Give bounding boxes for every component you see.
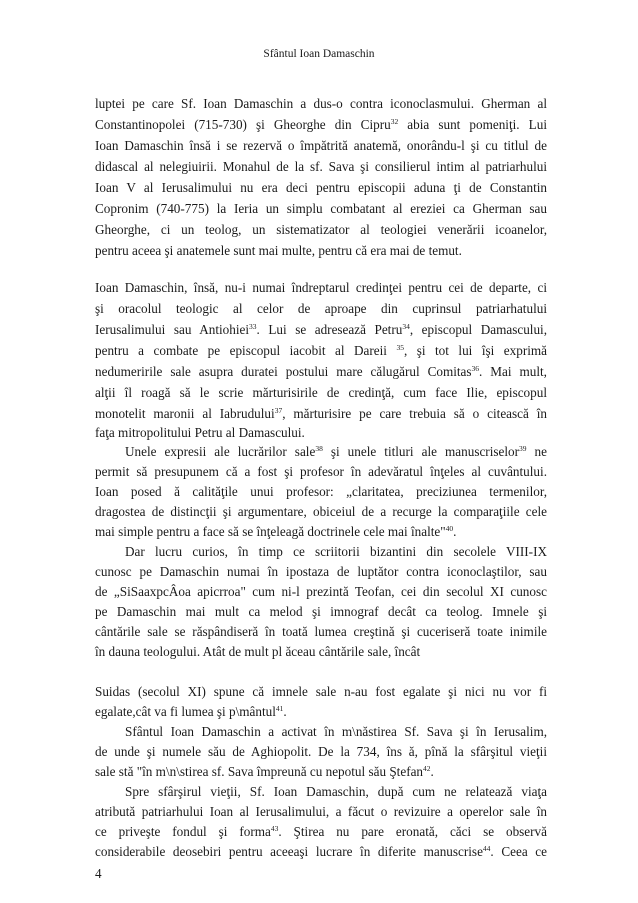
text-line: atribută patriarhului Ioan al Ierusalimului, a făcut o revizuire a operelor sale în (95, 804, 547, 819)
footnote-ref[interactable]: 40 (445, 524, 454, 533)
text-line: monotelit maronii al Iabrudului$^{37}$, mărturisire pe care trebuia să o citească în (95, 406, 548, 421)
text-line: Ioan Damaschin însă i se rezervă o împătrită anatemă, onorându-l şi cu titlul de (95, 138, 547, 153)
text-line: Unele expresii ale lucrărilor sale$^{38}$ şi unele titluri ale manuscriselor$^{39}$ ne (125, 444, 547, 459)
footnote-ref[interactable]: 44 (482, 844, 491, 853)
text-line: faţa mitropolitului Petru al Damascului. (95, 425, 305, 440)
text-line: Constantinopolei (715-730) şi Gheorghe din Cipru$^{32}$ abia sunt pomeniţi. Lui (95, 117, 547, 132)
footnote-ref[interactable]: 32 (390, 117, 399, 126)
text-line: pentru a combate pe episcopul iacobit al Dareii $^{35}$, şi tot lui îşi exprimă (95, 343, 547, 358)
text-line: Gheorghe, ci un teolog, un sistematizator al teologiei venerării icoanelor, (95, 222, 547, 237)
text-line: didascal al nelegiuirii. Monahul de la sf. Sava şi consilierul intim al patriarhului (95, 159, 547, 174)
text-line: Ierusalimului sau Antiohiei$^{33}$. Lui se adresează Petru$^{34}$, episcopul Damascului, (95, 322, 548, 337)
text-line: Spre sfârşirul vieţii, Sf. Ioan Damaschin, după cum ne relatează viaţa (125, 784, 547, 799)
page-number: 4 (95, 866, 102, 881)
running-header: Sfântul Ioan Damaschin (263, 48, 375, 60)
footnote-ref[interactable]: 33 (249, 322, 257, 331)
text-line: considerabile deosebiri pentru aceeaşi lucrare în diferite manuscrise$^{44}$. Ceea ce (95, 844, 547, 859)
text-line: permit să presupunem că a fost şi profesor în adevăratul înţeles al cuvântului. (95, 464, 547, 479)
footnote-ref[interactable]: 41 (275, 704, 284, 713)
footnote-ref[interactable]: 37 (274, 406, 283, 415)
text-line: alţii îl roagă să le scrie mărturisirile de credinţă, cum face Ilie, episcopul (95, 385, 547, 400)
text-line: dragostea de distincţii şi argumentare, obiceiul de a recurge la comparaţiile cele (95, 504, 547, 519)
footnote-ref[interactable]: 35 (396, 343, 404, 352)
footnote-ref[interactable]: 42 (423, 764, 431, 773)
text-line: Copronim (740-775) la Ieria un simplu combatant al ereziei ca Gherman sau (95, 201, 547, 216)
text-line: nedumeririle sale asupra duratei postului mare călugărul Comitas$^{36}$. Mai mult, (95, 364, 547, 379)
text-line: pe Damaschin mai mult ca melod şi imnograf decât ca teolog. Imnele şi (95, 604, 547, 619)
footnote-ref[interactable]: 43 (270, 824, 279, 833)
footnote-ref[interactable]: 34 (402, 322, 410, 331)
footnote-ref[interactable]: 36 (471, 364, 480, 373)
text-line: luptei pe care Sf. Ioan Damaschin a dus-o contra iconoclasmului. Gherman al (95, 96, 547, 111)
text-line: Sfântul Ioan Damaschin a activat în m\năstirea Sf. Sava şi în Ierusalim, (125, 724, 547, 739)
text-line: Ioan Damaschin, însă, nu-i numai îndreptarul credinţei pentru cei de departe, ci (95, 280, 547, 295)
text-line: egalate,cât va fi lumea şi p\mântul$^{41}$. (95, 704, 287, 719)
text-line: sale stă "în m\n\stirea sf. Sava împreună cu nepotul său Ştefan$^{42}$. (95, 764, 434, 779)
text-line: ce priveşte fondul şi forma$^{43}$. Ştirea nu pare eronată, căci se observă (95, 824, 547, 839)
text-line: cunosc pe Damaschin numai în ipostaza de luptător contra iconoclaştilor, sau (95, 564, 547, 579)
text-line: Ioan V al Ierusalimului nu era deci pentru episcopii aduna ţi de Constantin (95, 180, 547, 195)
text-line: pentru aceea şi anatemele sunt mai multe, pentru că era mai de temut. (95, 243, 462, 258)
text-line: de unde şi numele său de Aghiopolit. De la 734, îns ă, pînă la sfârşitul vieţii (95, 744, 547, 759)
text-line: Suidas (secolul XI) spune că imnele sale n-au fost egalate şi nici nu vor fi (95, 684, 547, 699)
text-line: cântările sale se răspândiseră în toată lumea creştină şi cuceriseră toate inimile (95, 624, 547, 639)
text-line: în dauna teologului. Atât de mult pl ăceau cântările sale, încât (95, 644, 421, 659)
text-line: mai simple pentru a face să se înţeleagă doctrinele cele mai înalte"$^{40}$. (95, 524, 457, 539)
text-line: Dar lucru curios, în timp ce scriitorii bizantini din secolele VIII-IX (125, 544, 547, 559)
text-line: Ioan posed ă calităţile unui profesor: „claritatea, preciziunea termenilor, (95, 484, 547, 499)
footnote-ref[interactable]: 39 (519, 444, 527, 453)
footnote-ref[interactable]: 38 (315, 444, 323, 453)
text-line: de „SiSaaxpcÂoa apicrroa" cum ni-l prezintă Teofan, cei din secolul XI cunosc (95, 584, 547, 599)
text-line: şi oracolul teologic al celor de aproape din cuprinsul patriarhatului (95, 301, 547, 316)
